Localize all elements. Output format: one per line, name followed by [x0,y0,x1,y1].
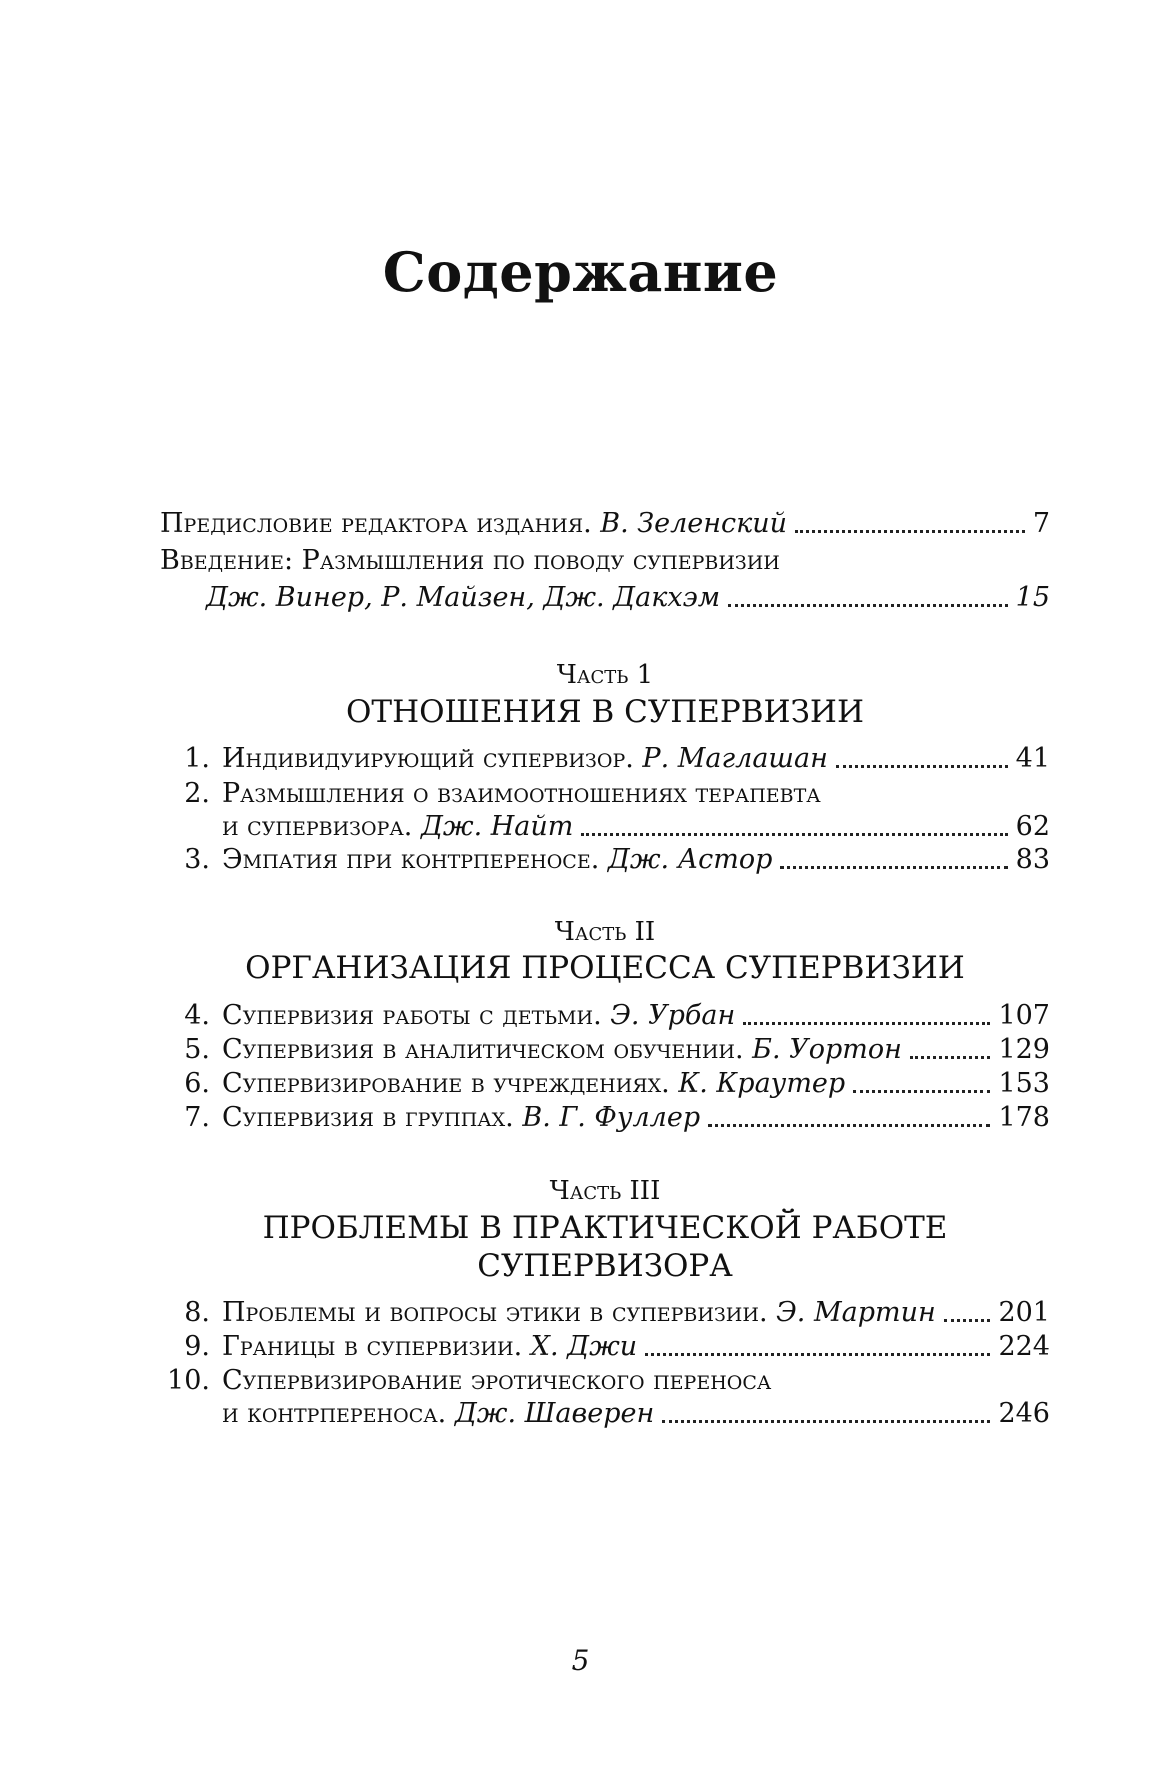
chapter-number: 7. [184,1102,210,1133]
toc-entry-text: Супервизирование эротического переноса [222,1365,772,1396]
toc-entry [160,1295,1050,1331]
chapter-number: 9. [184,1331,210,1362]
toc-page-number: 201 [998,1297,1050,1328]
toc-entry-continuation [222,809,1050,845]
toc-entry-text: Предисловие редактора издания. В. Зеленский [160,508,788,539]
dot-leader [581,833,1007,836]
toc-page-number: 107 [998,1000,1050,1031]
toc-entry [160,1032,1050,1068]
toc-page-number: 224 [998,1331,1050,1362]
toc-entry-preface [160,506,1050,542]
part-label: Часть 1 [556,660,654,690]
part-label: Часть III [549,1176,661,1206]
dot-leader [662,1420,990,1423]
part-title: ОРГАНИЗАЦИЯ ПРОЦЕССА СУПЕРВИЗИИ [245,950,965,986]
toc-page-number: 41 [1015,743,1050,774]
chapter-number: 5. [184,1034,210,1065]
toc-entry-text: и контрпереноса. Дж. Шаверен [222,1398,655,1429]
chapter-number: 8. [184,1297,210,1328]
toc-entry [160,1329,1050,1365]
toc-entry [160,741,1050,777]
toc-entry-text: Супервизия работы с детьми. Э. Урбан [222,1000,736,1031]
toc-page-number: 153 [998,1068,1050,1099]
toc-page-number: 83 [1015,844,1050,875]
chapter-number: 10. [167,1365,210,1396]
toc-entry-intro-authors [206,580,1050,616]
toc-entry-intro [160,543,1050,579]
part-title: ОТНОШЕНИЯ В СУПЕРВИЗИИ [346,694,864,730]
dot-leader [944,1319,991,1322]
chapter-number: 1. [184,743,210,774]
dot-leader [708,1124,990,1127]
dot-leader [836,765,1008,768]
dot-leader [795,530,1025,533]
dot-leader [728,604,1008,607]
toc-entry-text: Эмпатия при контрпереносе. Дж. Астор [222,844,773,875]
toc-entry [160,776,1050,812]
dot-leader [780,866,1007,869]
toc-entry-continuation [222,1396,1050,1432]
toc-entry [160,1066,1050,1102]
page-title: Содержание [382,240,779,304]
toc-page-number: 246 [998,1398,1050,1429]
toc-entry-text: Границы в супервизии. Х. Джи [222,1331,638,1362]
toc-entry-author: Дж. Винер, Р. Майзен, Дж. Дакхэм [206,582,721,613]
toc-entry [160,998,1050,1034]
toc-entry [160,1363,1050,1399]
part-label: Часть II [554,917,656,947]
toc-entry-text: Индивидуирующий супервизор. Р. Маглашан [222,743,828,774]
page-number: 5 [571,1644,590,1677]
toc-entry [160,1100,1050,1136]
chapter-number: 2. [184,778,210,809]
toc-entry-text: Проблемы и вопросы этики в супервизии. Э. Мартин [222,1297,936,1328]
toc-entry-text: Введение: Размышления по поводу супервизии [160,545,780,576]
toc-page-number: 15 [1015,582,1050,613]
toc-entry-text: Супервизирование в учреждениях. К. Краутер [222,1068,846,1099]
dot-leader [743,1022,990,1025]
toc-page-number: 7 [1032,508,1050,539]
toc-page-number: 62 [1015,811,1050,842]
dot-leader [910,1056,991,1059]
toc-page-number: 129 [998,1034,1050,1065]
chapter-number: 4. [184,1000,210,1031]
toc-entry-text: Супервизия в группах. В. Г. Фуллер [222,1102,701,1133]
toc-entry-text: Размышления о взаимоотношениях терапевта [222,778,821,809]
part-title-continuation: СУПЕРВИЗОРА [477,1248,733,1284]
toc-page-number: 178 [998,1102,1050,1133]
dot-leader [645,1353,990,1356]
part-title: ПРОБЛЕМЫ В ПРАКТИЧЕСКОЙ РАБОТЕ [262,1210,948,1246]
chapter-number: 3. [184,844,210,875]
toc-entry [160,842,1050,878]
toc-entry-text: и супервизора. Дж. Найт [222,811,574,842]
toc-entry-text: Супервизия в аналитическом обучении. Б. Уортон [222,1034,902,1065]
dot-leader [853,1090,990,1093]
chapter-number: 6. [184,1068,210,1099]
